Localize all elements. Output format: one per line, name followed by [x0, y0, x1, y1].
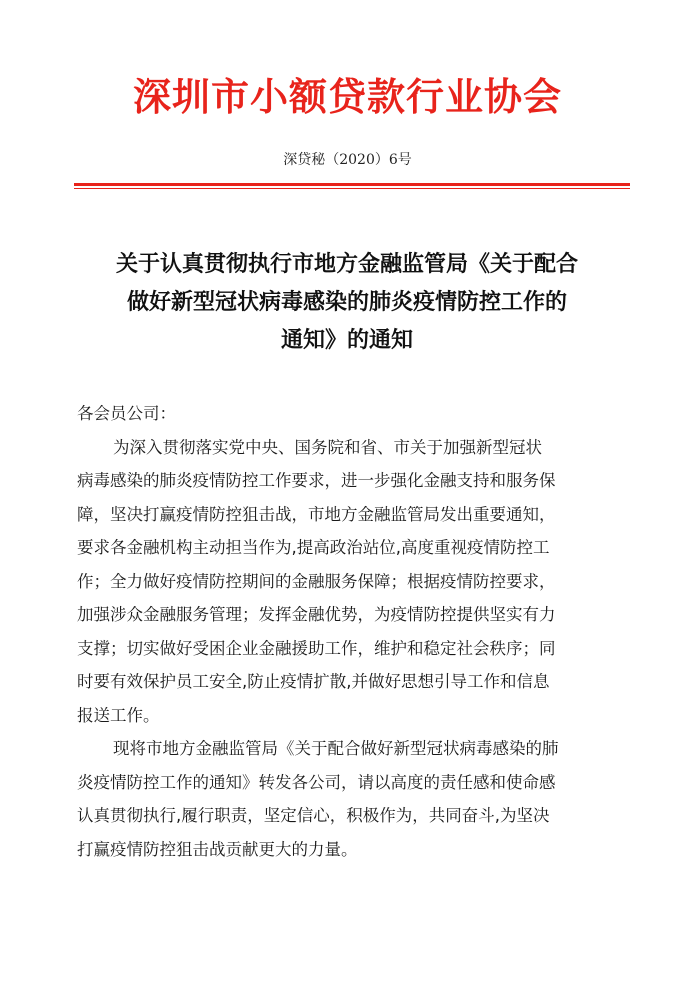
document-title: [74, 246, 620, 360]
paragraph1-line: 时要有效保护员工安全,防止疫情扩散,并做好思想引导工作和信息: [77, 672, 550, 691]
paragraph1-line: 病毒感染的肺炎疫情防控工作要求，进一步强化金融支持和服务保: [77, 471, 556, 490]
letterhead-organization-name: 深圳市小额贷款行业协会: [132, 74, 562, 119]
paragraph1-line: 为深入贯彻落实党中央、国务院和省、市关于加强新型冠状: [113, 437, 542, 457]
paragraph1-line: 支撑；切实做好受困企业金融援助工作，维护和稳定社会秩序；同: [77, 638, 556, 658]
paragraph1-line: 加强涉众金融服务管理；发挥金融优势，为疫情防控提供坚实有力: [77, 605, 556, 624]
letterhead-rule-thin: [74, 188, 630, 189]
paragraph2-line: 炎疫情防控工作的通知》转发各公司，请以高度的责任感和使命感: [77, 772, 556, 792]
document-body: [77, 397, 633, 866]
paragraph1-line: 要求各金融机构主动担当作为,提高政治站位,高度重视疫情防控工: [77, 538, 550, 557]
paragraph2-line: 打赢疫情防控狙击战贡献更大的力量。: [77, 839, 358, 859]
document-number: 深贷秘（2020）6号: [283, 152, 412, 168]
title-line: 关于认真贯彻执行市地方金融监管局《关于配合: [115, 252, 578, 277]
paragraph2-line: 认真贯彻执行,履行职责，坚定信心，积极作为，共同奋斗,为坚决: [77, 806, 550, 825]
letterhead-rule-thick: [74, 183, 630, 186]
salutation: 各会员公司：: [77, 404, 176, 423]
paragraph1-line: 报送工作。: [77, 705, 160, 725]
paragraph1-line: 障，坚决打赢疫情防控狙击战，市地方金融监管局发出重要通知，: [77, 504, 556, 524]
title-line: 做好新型冠状病毒感染的肺炎疫情防控工作的: [126, 290, 567, 315]
paragraph2-line: 现将市地方金融监管局《关于配合做好新型冠状病毒感染的肺: [113, 739, 559, 758]
paragraph1-line: 作；全力做好疫情防控期间的金融服务保障；根据疫情防控要求，: [77, 571, 556, 591]
title-line: 通知》的通知: [280, 328, 413, 353]
